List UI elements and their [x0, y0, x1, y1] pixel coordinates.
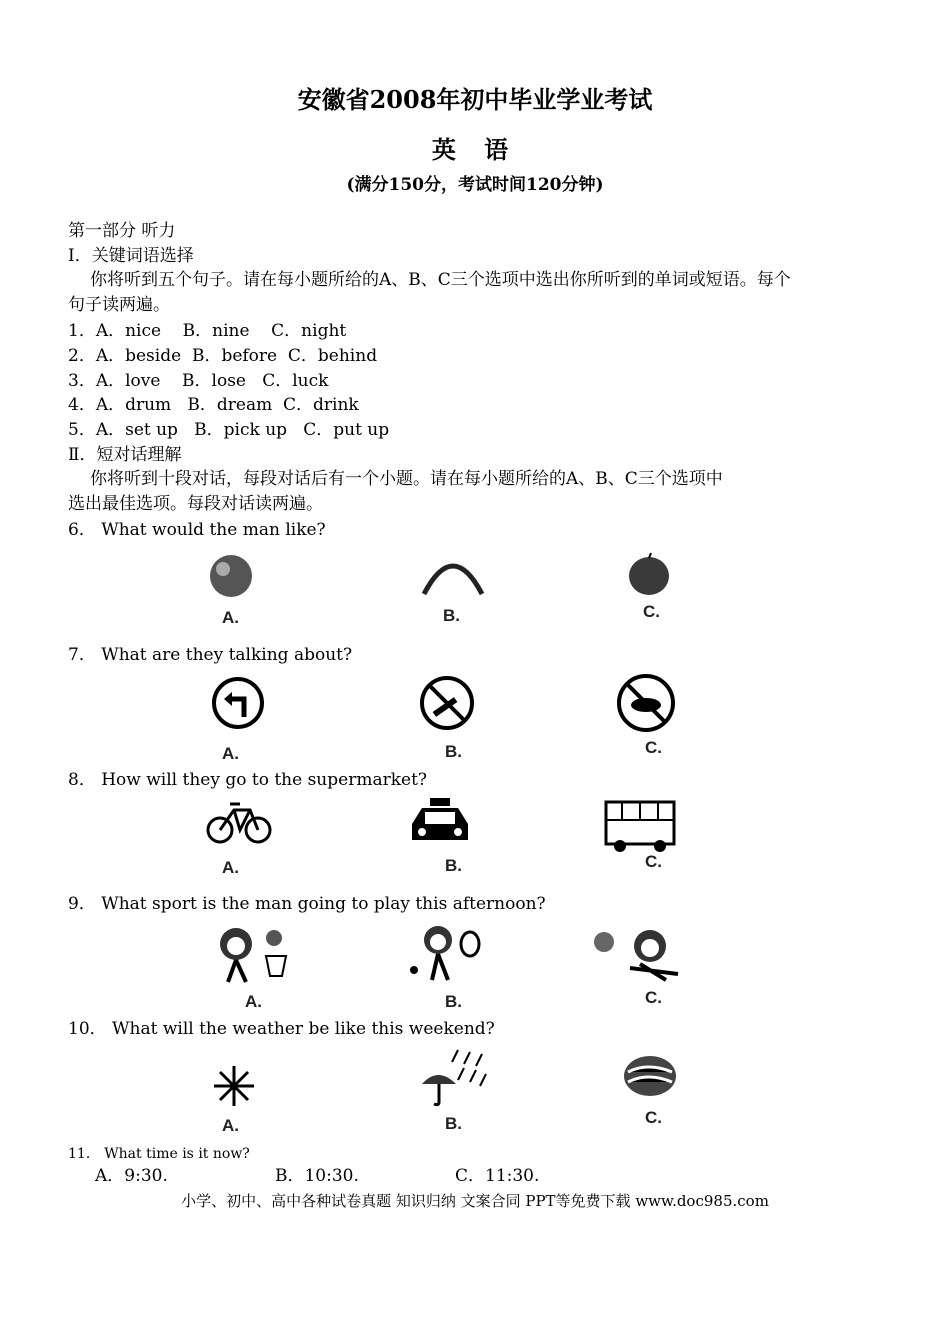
- no-fishing-sign-picture: [615, 672, 677, 734]
- bicycle-picture: [204, 796, 274, 848]
- q8-option-b-label: B.: [445, 856, 462, 875]
- snowflake-picture: [212, 1064, 256, 1108]
- bus-picture: [602, 796, 678, 854]
- q10-option-c-label: C.: [645, 1108, 662, 1127]
- question-8: 8． How will they go to the supermarket?: [68, 770, 428, 790]
- no-smoking-sign-picture: [418, 674, 476, 732]
- part-heading: 第一部分 听力: [68, 221, 176, 241]
- section2-instruction-1: 你将听到十段对话，每段对话后有一个小题。请在每小题所给的A、B、C三个选项中: [90, 469, 723, 489]
- question-1: 1．A．nice B．nine C．night: [68, 321, 347, 341]
- windy-picture: [618, 1052, 682, 1104]
- question-7: 7． What are they talking about?: [68, 645, 353, 665]
- taxi-picture: [408, 796, 472, 850]
- question-9: 9． What sport is the man going to play this afternoon?: [68, 894, 546, 914]
- section2-instruction-2: 选出最佳选项。每段对话读两遍。: [68, 494, 323, 514]
- section2-heading: Ⅱ．短对话理解: [68, 445, 182, 465]
- q8-option-c-label: C.: [645, 852, 662, 871]
- rain-umbrella-picture: [418, 1048, 490, 1110]
- q9-option-b-label: B.: [445, 992, 462, 1011]
- footer-text: 小学、初中、高中各种试卷真题 知识归纳 文案合同 PPT等免费下载 www.doc985.com: [181, 1192, 769, 1210]
- q11-option-a: A．9:30.: [95, 1166, 168, 1186]
- q6-option-c-label: C.: [643, 602, 660, 621]
- section1-instruction-2: 句子读两遍。: [68, 295, 170, 315]
- q6-option-b-label: B.: [443, 606, 460, 625]
- no-left-turn-sign-picture: [210, 675, 266, 731]
- question-2: 2．A．beside B．before C．behind: [68, 346, 378, 366]
- q11-option-b: B．10:30.: [275, 1166, 359, 1186]
- q9-option-a-label: A.: [245, 992, 262, 1011]
- exam-title: 安徽省2008年初中毕业学业考试: [297, 85, 653, 114]
- question-4: 4．A．drum B．dream C．drink: [68, 395, 359, 415]
- exam-note: (满分150分，考试时间120分钟): [346, 175, 604, 195]
- section1-heading: Ⅰ．关键词语选择: [68, 246, 194, 266]
- question-5: 5．A．set up B．pick up C．put up: [68, 420, 390, 440]
- ball-picture: [205, 552, 257, 600]
- section1-instruction-1: 你将听到五个句子。请在每小题所给的A、B、C三个选项中选出你所听到的单词或短语。每个: [90, 270, 791, 290]
- question-10: 10． What will the weather be like this weekend?: [68, 1019, 495, 1039]
- subject-title: 英 语: [431, 135, 519, 164]
- q11-option-c: C．11:30.: [455, 1166, 540, 1186]
- q10-option-b-label: B.: [445, 1114, 462, 1133]
- q10-option-a-label: A.: [222, 1116, 239, 1135]
- apple-picture: [624, 552, 674, 598]
- q9-option-c-label: C.: [645, 988, 662, 1007]
- q7-option-c-label: C.: [645, 738, 662, 757]
- volleyball-player-picture: [590, 924, 684, 982]
- question-3: 3．A．love B．lose C．luck: [68, 371, 329, 391]
- question-6: 6． What would the man like?: [68, 520, 326, 540]
- basketball-player-picture: [210, 922, 296, 986]
- q8-option-a-label: A.: [222, 858, 239, 877]
- q7-option-a-label: A.: [222, 744, 239, 763]
- q6-option-a-label: A.: [222, 608, 239, 627]
- q7-option-b-label: B.: [445, 742, 462, 761]
- question-11: 11． What time is it now?: [68, 1146, 250, 1162]
- banana-picture: [418, 548, 488, 600]
- tennis-player-picture: [406, 920, 486, 986]
